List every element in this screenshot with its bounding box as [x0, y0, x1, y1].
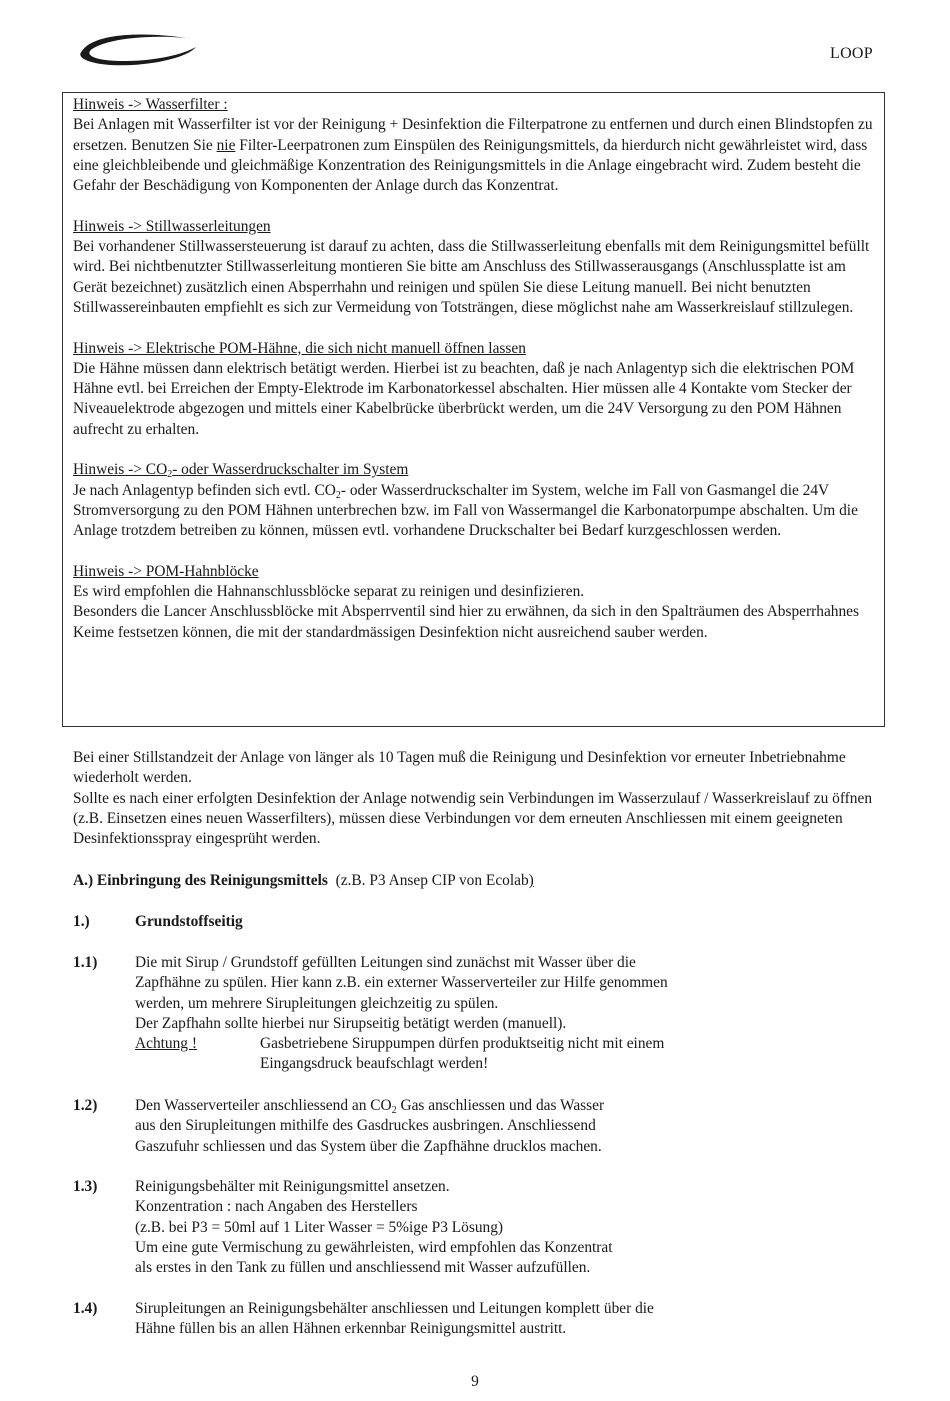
step-line: Um eine gute Vermischung zu gewährleisten, wird empfohlen das Konzentrat — [135, 1238, 613, 1256]
step-line: Den Wasserverteiler anschliessend an $CO_2$ Gas anschliessen und das Wasser — [135, 1097, 605, 1116]
step-content — [135, 1177, 815, 1278]
step-number: 1.) — [73, 913, 90, 930]
step-content — [135, 1299, 815, 1340]
warning-line: Gasbetriebene Siruppumpen dürfen produktseitig nicht mit einem — [260, 1035, 665, 1053]
step-line: Der Zapfhahn sollte hierbei nur Sirupseitig betätigt werden (manuell). — [135, 1014, 567, 1032]
document-code: LOOP — [830, 45, 873, 62]
step-line: als erstes in den Tank zu füllen und anschliessend mit Wasser aufzufüllen. — [135, 1259, 591, 1277]
step-number: 1.1) — [73, 954, 98, 971]
note-water-filter — [73, 95, 874, 196]
note-text: Besonders die Lancer Anschlussblöcke mit Absperrventil sind hier zu erwähnen, da sich in den Spalträumen des Absperrhahnes Keime festsetzen können, die mit der standardmässigen Desinfektion nicht ausreichend sauber werden. — [73, 603, 860, 641]
section-label: A.) Einbringung des Reinigungsmittels — [73, 872, 328, 889]
step-line: aus den Sirupleitungen mithilfe des Gasdruckes ausbringen. Anschliessend — [135, 1117, 596, 1135]
note-still-water-lines — [73, 217, 874, 318]
note-text: Je nach Anlagentyp befinden sich evtl. $CO_2-$ oder Wasserdruckschalter im System, welche im Fall von Gasmangel die 24V Stromversorgung zu den POM Hähnen unterbrechen bzw. im Fall von Wassermangel die Karbonatorpumpe abschalten. Um die Anlage trotzdem betreiben zu können, müssen evtl. vorhandene Druckschalter bei Bedarf kurzgeschlossen werden. — [73, 481, 858, 540]
warning-label: Achtung ! — [135, 1035, 197, 1053]
step-title: Grundstoffseitig — [135, 913, 243, 930]
step-number: 1.3) — [73, 1178, 98, 1195]
note-title: Hinweis -> Wasserfilter : — [73, 96, 228, 113]
step-line: Gaszufuhr schliessen und das System über die Zapfhähne drucklos machen. — [135, 1137, 602, 1155]
note-pom-tap-blocks — [73, 562, 874, 643]
paragraph: Bei einer Stillstandzeit der Anlage von länger als 10 Tagen muß die Reinigung und Desinfektion vor erneuter Inbetriebnahme wiederholt werden. — [73, 749, 846, 787]
step-line: Die mit Sirup / Grundstoff gefüllten Leitungen sind zunächst mit Wasser über die — [135, 954, 636, 971]
step-content — [135, 1096, 815, 1157]
note-text: Bei Anlagen mit Wasserfilter ist vor der Reinigung + Desinfektion die Filterpatrone zu entfernen und durch einen Blindstopfen zu ersetzen. Benutzen Sie nie Filter-Leerpatronen zum Einspülen des Reinigungsmittels, da hierdurch nicht gewährleistet wird, dass eine gleichbleibende und gleichmäßige Konzentration des Reinigungsmittels in die Anlage eingebracht wird. Zudem besteht die Gefahr der Beschädigung von Komponenten der Anlage durch das Konzentrat. — [73, 116, 873, 195]
cornelius-logo — [74, 27, 200, 69]
note-pressure-switches — [73, 460, 874, 541]
note-text: Bei vorhandener Stillwassersteuerung ist darauf zu achten, dass die Stillwasserleitung ebenfalls mit dem Reinigungsmittel befüllt wird. Bei nichtbenutzter Stillwasserleitung montieren Sie bitte am Anschluss des Stillwasserausgangs (Anschlussplatte ist am Gerät bezeichnet) zusätzlich einen Absperrhahn und reinigen und spülen Sie diese Leitung manuell. Bei nicht benutzten Stillwassereinbauten empfiehlt es sich zur Vermeidung von Totsträngen, diese möglichst nahe am Wasserkreislauf stillzulegen. — [73, 238, 870, 316]
step-line: Sirupleitungen an Reinigungsbehälter anschliessen und Leitungen komplett über die — [135, 1300, 654, 1317]
note-title: Hinweis -> $CO_2-$ oder Wasserdruckschalter im System — [73, 461, 409, 481]
step-line: Konzentration : nach Angaben des Herstellers — [135, 1198, 418, 1216]
svg-text:Cornelius: Cornelius — [104, 42, 164, 58]
cornelius-logo-icon — [74, 27, 200, 69]
note-text: Die Hähne müssen dann elektrisch betätigt werden. Hierbei ist zu beachten, daß je nach Anlagentyp sich die elektrischen POM Hähne evtl. bei Erreichen der Empty-Elektrode im Karbonatorkessel abschalten. Hier müssen alle 4 Kontakte vom Stecker der Niveauelektrode abgezogen und mittels einer Kabelbrücke überbrückt werden, um die 24V Versorgung zu den POM Hähnen aufrecht zu erhalten. — [73, 359, 855, 438]
body-text — [73, 748, 873, 849]
page-number: 9 — [471, 1373, 479, 1390]
step-line: werden, um mehrere Sirupleitungen gleichzeitig zu spülen. — [135, 994, 499, 1012]
step-number: 1.4) — [73, 1300, 98, 1317]
step-line: Reinigungsbehälter mit Reinigungsmittel ansetzen. — [135, 1178, 450, 1195]
step-line: Hähne füllen bis an allen Hähnen erkennbar Reinigungsmittel austritt. — [135, 1320, 567, 1338]
warning — [135, 1034, 815, 1075]
note-text: Es wird empfohlen die Hahnanschlussblöcke separat zu reinigen und desinfizieren. — [73, 583, 585, 601]
step-content — [135, 953, 815, 1075]
step-line: Zapfhähne zu spülen. Hier kann z.B. ein externer Wasserverteiler zur Hilfe genommen — [135, 974, 668, 992]
note-title: Hinweis -> Stillwasserleitungen — [73, 217, 271, 235]
note-title: Hinweis -> Elektrische POM-Hähne, die sich nicht manuell öffnen lassen — [73, 339, 526, 357]
note-electric-pom-taps — [73, 339, 874, 440]
step-line: (z.B. bei P3 = 50ml auf 1 Liter Wasser = 5%ige P3 Lösung) — [135, 1218, 504, 1236]
paragraph: Sollte es nach einer erfolgten Desinfektion der Anlage notwendig sein Verbindungen im Wasserzulauf / Wasserkreislauf zu öffnen (z.B. Einsetzen eines neuen Wasserfilters), müssen diese Verbindungen vor dem erneuten Anschliessen mit einem geeigneten Desinfektionsspray eingesprüht werden. — [73, 789, 873, 848]
section-heading: A.) Einbringung des Reinigungsmittels (z.B. P3 Ansep CIP von Ecolab) — [73, 872, 534, 889]
note-title: Hinweis -> POM-Hahnblöcke — [73, 562, 259, 580]
step-number: 1.2) — [73, 1097, 98, 1114]
notes-box — [62, 92, 885, 727]
section-note: (z.B. P3 Ansep CIP von Ecolab — [335, 872, 529, 889]
warning-line: Eingangsdruck beaufschlagt werden! — [260, 1055, 489, 1073]
